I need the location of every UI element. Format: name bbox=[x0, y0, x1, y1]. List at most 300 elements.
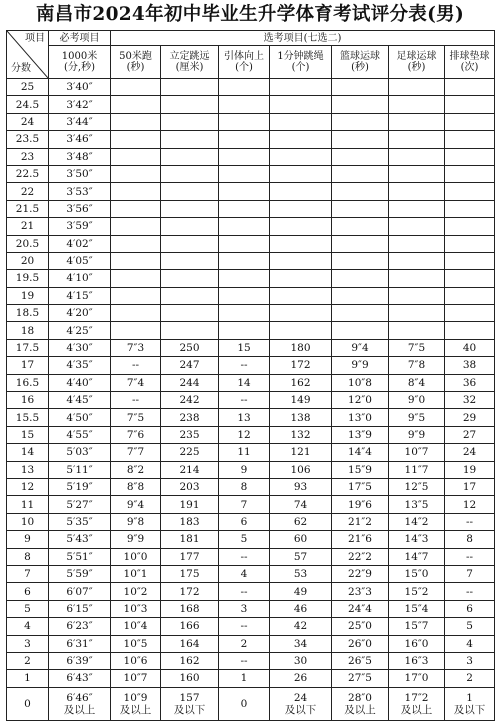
value-cell bbox=[270, 305, 332, 322]
value-cell bbox=[111, 183, 161, 200]
value-cell bbox=[332, 96, 389, 113]
value-cell: 10″6 bbox=[111, 652, 161, 669]
value-cell: 2 bbox=[219, 635, 270, 652]
value-qualifier: 及以上 bbox=[119, 703, 152, 716]
value-cell: 242 bbox=[161, 392, 219, 409]
score-cell: 1 bbox=[7, 670, 49, 687]
table-row bbox=[7, 305, 495, 322]
value-cell: 10″7 bbox=[389, 444, 445, 461]
value-cell: 8 bbox=[219, 478, 270, 495]
value-cell: 34 bbox=[270, 635, 332, 652]
value-cell: 11″7 bbox=[389, 461, 445, 478]
value-cell: -- bbox=[111, 357, 161, 374]
corner-header-top: 项目 bbox=[25, 33, 45, 44]
column-header-name: 1分钟跳绳 bbox=[277, 51, 324, 62]
value-cell bbox=[332, 252, 389, 269]
value-qualifier: 及以上 bbox=[63, 703, 96, 716]
table-row bbox=[7, 183, 495, 200]
value-cell: 24″4 bbox=[332, 600, 389, 617]
score-cell: 14 bbox=[7, 444, 49, 461]
value-cell bbox=[270, 148, 332, 165]
score-cell: 16 bbox=[7, 392, 49, 409]
value-cell: 7″4 bbox=[111, 374, 161, 391]
score-cell: 8 bbox=[7, 548, 49, 565]
column-header-unit: (秒) bbox=[126, 62, 145, 73]
value-cell: 74 bbox=[270, 496, 332, 513]
value-cell: 9″0 bbox=[389, 392, 445, 409]
value-cell: 4′05″ bbox=[49, 252, 111, 269]
value-cell: 172 bbox=[161, 583, 219, 600]
score-cell: 2 bbox=[7, 652, 49, 669]
value-cell: 3 bbox=[219, 600, 270, 617]
value-cell: 6 bbox=[219, 513, 270, 530]
value-cell: 3′56″ bbox=[49, 200, 111, 217]
column-header-name: 50米跑 bbox=[119, 51, 152, 62]
value-cell: 9 bbox=[219, 461, 270, 478]
value-qualifier: 及以下 bbox=[173, 703, 206, 716]
value-cell: 46 bbox=[270, 600, 332, 617]
column-header-name: 篮球运球 bbox=[340, 51, 380, 62]
value-cell bbox=[445, 183, 495, 200]
score-cell: 15 bbox=[7, 426, 49, 443]
corner-header-cell bbox=[7, 31, 49, 79]
value-qualifier: 及以下 bbox=[453, 703, 486, 716]
page-title: 南昌市2024年初中毕业生升学体育考试评分表(男) bbox=[36, 4, 464, 25]
value-cell: 183 bbox=[161, 513, 219, 530]
value-cell: 5 bbox=[219, 531, 270, 548]
value-cell: 9″9 bbox=[332, 357, 389, 374]
value-line: 10″9 bbox=[123, 691, 148, 704]
score-cell: 24 bbox=[7, 113, 49, 130]
value-cell bbox=[161, 287, 219, 304]
value-cell: 26″5 bbox=[332, 652, 389, 669]
value-cell: 191 bbox=[161, 496, 219, 513]
value-cell: 1 bbox=[219, 670, 270, 687]
value-cell: 6′39″ bbox=[49, 652, 111, 669]
value-cell: 3′59″ bbox=[49, 218, 111, 235]
value-cell: 106 bbox=[270, 461, 332, 478]
value-cell: -- bbox=[111, 392, 161, 409]
value-cell bbox=[161, 113, 219, 130]
value-cell bbox=[49, 687, 111, 720]
value-cell bbox=[111, 79, 161, 96]
value-cell: 172 bbox=[270, 357, 332, 374]
value-cell bbox=[445, 113, 495, 130]
score-cell: 3 bbox=[7, 635, 49, 652]
value-cell bbox=[270, 96, 332, 113]
column-header-volleyball-bump bbox=[445, 46, 495, 79]
table-row bbox=[7, 548, 495, 565]
value-cell: 4′20″ bbox=[49, 305, 111, 322]
value-cell: 15″4 bbox=[389, 600, 445, 617]
value-cell bbox=[111, 252, 161, 269]
value-cell: 7 bbox=[219, 496, 270, 513]
value-cell bbox=[445, 287, 495, 304]
value-cell: 3 bbox=[445, 652, 495, 669]
value-cell bbox=[445, 322, 495, 339]
value-cell: 162 bbox=[161, 652, 219, 669]
value-cell bbox=[161, 79, 219, 96]
column-header-unit: (秒) bbox=[407, 62, 426, 73]
value-cell: 121 bbox=[270, 444, 332, 461]
value-cell bbox=[270, 322, 332, 339]
table-row bbox=[7, 96, 495, 113]
value-cell bbox=[111, 322, 161, 339]
value-cell bbox=[332, 165, 389, 182]
value-cell: 6′15″ bbox=[49, 600, 111, 617]
value-cell: 14 bbox=[219, 374, 270, 391]
value-cell: 9″9 bbox=[389, 426, 445, 443]
table-row bbox=[7, 392, 495, 409]
value-cell bbox=[161, 235, 219, 252]
value-cell: 8″4 bbox=[389, 374, 445, 391]
value-cell bbox=[111, 148, 161, 165]
value-cell bbox=[389, 79, 445, 96]
score-cell: 13 bbox=[7, 461, 49, 478]
value-cell bbox=[389, 252, 445, 269]
value-cell: 6 bbox=[445, 600, 495, 617]
score-cell: 17.5 bbox=[7, 339, 49, 356]
value-cell: 5′03″ bbox=[49, 444, 111, 461]
score-cell: 22 bbox=[7, 183, 49, 200]
value-cell: 16″3 bbox=[389, 652, 445, 669]
value-cell: 15″0 bbox=[389, 565, 445, 582]
table-row bbox=[7, 409, 495, 426]
table-row bbox=[7, 635, 495, 652]
score-cell: 20 bbox=[7, 252, 49, 269]
value-cell bbox=[161, 200, 219, 217]
value-cell: 5′19″ bbox=[49, 478, 111, 495]
value-cell: 3′40″ bbox=[49, 79, 111, 96]
value-cell bbox=[161, 252, 219, 269]
value-cell bbox=[389, 183, 445, 200]
table-row bbox=[7, 287, 495, 304]
value-cell bbox=[332, 183, 389, 200]
score-cell: 0 bbox=[7, 687, 49, 720]
value-cell: 235 bbox=[161, 426, 219, 443]
value-cell: 13″0 bbox=[332, 409, 389, 426]
value-cell: 8 bbox=[445, 531, 495, 548]
value-cell: -- bbox=[445, 513, 495, 530]
value-cell bbox=[332, 270, 389, 287]
value-cell: 30 bbox=[270, 652, 332, 669]
value-cell bbox=[219, 270, 270, 287]
value-cell: 132 bbox=[270, 426, 332, 443]
score-cell: 20.5 bbox=[7, 235, 49, 252]
value-cell bbox=[219, 218, 270, 235]
column-header-unit: (秒) bbox=[351, 62, 369, 73]
column-header-unit: (个) bbox=[291, 62, 310, 73]
value-cell bbox=[445, 687, 495, 720]
score-cell: 12 bbox=[7, 478, 49, 495]
value-cell: 10″2 bbox=[111, 583, 161, 600]
table-row bbox=[7, 252, 495, 269]
value-cell bbox=[445, 131, 495, 148]
value-cell bbox=[270, 270, 332, 287]
table-row bbox=[7, 652, 495, 669]
value-cell bbox=[270, 687, 332, 720]
value-cell: 138 bbox=[270, 409, 332, 426]
value-cell bbox=[445, 96, 495, 113]
table-row bbox=[7, 461, 495, 478]
value-cell bbox=[161, 218, 219, 235]
value-cell bbox=[389, 200, 445, 217]
value-cell: 180 bbox=[270, 339, 332, 356]
value-cell bbox=[219, 252, 270, 269]
value-cell bbox=[161, 165, 219, 182]
value-cell bbox=[332, 148, 389, 165]
table-row bbox=[7, 113, 495, 130]
value-cell bbox=[270, 79, 332, 96]
value-cell: 32 bbox=[445, 392, 495, 409]
table-row bbox=[7, 565, 495, 582]
value-cell: 9″9 bbox=[111, 531, 161, 548]
value-cell: 149 bbox=[270, 392, 332, 409]
value-cell: 7″5 bbox=[389, 339, 445, 356]
elective-group-header: 选考项目(七选二) bbox=[111, 31, 495, 46]
column-header-unit: (分,秒) bbox=[64, 62, 95, 73]
value-cell bbox=[111, 270, 161, 287]
value-cell: -- bbox=[219, 357, 270, 374]
value-cell: 5′43″ bbox=[49, 531, 111, 548]
value-cell: 4′55″ bbox=[49, 426, 111, 443]
value-cell: 19 bbox=[445, 461, 495, 478]
value-cell bbox=[219, 79, 270, 96]
value-cell: 21″6 bbox=[332, 531, 389, 548]
value-cell: 5 bbox=[445, 618, 495, 635]
value-cell bbox=[111, 113, 161, 130]
value-cell bbox=[111, 96, 161, 113]
value-cell bbox=[270, 252, 332, 269]
value-cell bbox=[332, 200, 389, 217]
score-cell: 9 bbox=[7, 531, 49, 548]
value-cell: 25″0 bbox=[332, 618, 389, 635]
table-row bbox=[7, 444, 495, 461]
value-cell bbox=[389, 287, 445, 304]
value-cell: 22″9 bbox=[332, 565, 389, 582]
value-cell: 4′10″ bbox=[49, 270, 111, 287]
value-cell: 24 bbox=[445, 444, 495, 461]
value-cell: -- bbox=[219, 618, 270, 635]
value-cell bbox=[445, 252, 495, 269]
score-cell: 10 bbox=[7, 513, 49, 530]
value-cell bbox=[219, 148, 270, 165]
value-cell: 60 bbox=[270, 531, 332, 548]
value-cell: 214 bbox=[161, 461, 219, 478]
value-cell: 17″0 bbox=[389, 670, 445, 687]
value-qualifier: 及以上 bbox=[344, 703, 376, 716]
value-cell: 12″0 bbox=[332, 392, 389, 409]
value-cell bbox=[445, 305, 495, 322]
value-cell: 6′23″ bbox=[49, 618, 111, 635]
value-cell bbox=[219, 96, 270, 113]
value-cell: 7″5 bbox=[111, 409, 161, 426]
column-header-unit: (厘米) bbox=[175, 62, 204, 73]
value-cell: 203 bbox=[161, 478, 219, 495]
column-header-name: 引体向上 bbox=[224, 51, 264, 62]
value-cell: 14″4 bbox=[332, 444, 389, 461]
table-row-last bbox=[7, 687, 495, 720]
score-cell: 19.5 bbox=[7, 270, 49, 287]
value-cell: 15″7 bbox=[389, 618, 445, 635]
value-cell: 4′35″ bbox=[49, 357, 111, 374]
value-cell: 10″8 bbox=[332, 374, 389, 391]
value-cell: 8″2 bbox=[111, 461, 161, 478]
value-cell: 225 bbox=[161, 444, 219, 461]
value-cell bbox=[389, 218, 445, 235]
value-cell bbox=[389, 113, 445, 130]
table-row bbox=[7, 270, 495, 287]
value-line: 0 bbox=[240, 697, 248, 710]
column-header-name: 1000米 bbox=[61, 51, 98, 62]
value-cell: -- bbox=[219, 652, 270, 669]
value-cell bbox=[389, 96, 445, 113]
value-cell: 36 bbox=[445, 374, 495, 391]
value-cell: 3′42″ bbox=[49, 96, 111, 113]
column-header-rope-skipping bbox=[270, 46, 332, 79]
score-cell: 18 bbox=[7, 322, 49, 339]
value-line: 17″2 bbox=[404, 691, 429, 704]
table-row bbox=[7, 426, 495, 443]
score-cell: 16.5 bbox=[7, 374, 49, 391]
value-cell: -- bbox=[219, 392, 270, 409]
score-cell: 5 bbox=[7, 600, 49, 617]
value-cell: 3′53″ bbox=[49, 183, 111, 200]
value-cell bbox=[161, 183, 219, 200]
value-cell bbox=[332, 322, 389, 339]
score-cell: 19 bbox=[7, 287, 49, 304]
score-cell: 15.5 bbox=[7, 409, 49, 426]
value-cell: 4′40″ bbox=[49, 374, 111, 391]
score-cell: 6 bbox=[7, 583, 49, 600]
value-cell bbox=[389, 131, 445, 148]
table-row bbox=[7, 600, 495, 617]
value-cell: 9″4 bbox=[332, 339, 389, 356]
value-cell bbox=[161, 96, 219, 113]
value-cell bbox=[161, 687, 219, 720]
table-row bbox=[7, 339, 495, 356]
value-cell: 181 bbox=[161, 531, 219, 548]
value-cell: 11 bbox=[219, 444, 270, 461]
value-cell bbox=[219, 687, 270, 720]
value-cell bbox=[332, 79, 389, 96]
value-cell: 4′15″ bbox=[49, 287, 111, 304]
score-cell: 7 bbox=[7, 565, 49, 582]
value-cell: 7″3 bbox=[111, 339, 161, 356]
value-cell: 6′31″ bbox=[49, 635, 111, 652]
table-row bbox=[7, 374, 495, 391]
value-cell: 12″5 bbox=[389, 478, 445, 495]
value-cell bbox=[332, 113, 389, 130]
value-line: 6′46″ bbox=[66, 691, 93, 704]
value-cell: 244 bbox=[161, 374, 219, 391]
column-header-name: 足球运球 bbox=[396, 51, 437, 62]
value-cell bbox=[270, 165, 332, 182]
value-cell: 5′59″ bbox=[49, 565, 111, 582]
value-cell bbox=[389, 305, 445, 322]
value-cell: 238 bbox=[161, 409, 219, 426]
column-header-row bbox=[7, 46, 495, 79]
value-cell bbox=[111, 287, 161, 304]
value-cell: 26 bbox=[270, 670, 332, 687]
value-cell bbox=[111, 235, 161, 252]
table-row bbox=[7, 531, 495, 548]
value-cell: 23″3 bbox=[332, 583, 389, 600]
value-cell: 166 bbox=[161, 618, 219, 635]
value-cell: 40 bbox=[445, 339, 495, 356]
value-cell: 22″2 bbox=[332, 548, 389, 565]
value-cell: 6′43″ bbox=[49, 670, 111, 687]
column-header-name: 立定跳远 bbox=[169, 51, 210, 62]
value-cell: 10″7 bbox=[111, 670, 161, 687]
score-table bbox=[6, 30, 495, 721]
value-cell bbox=[445, 200, 495, 217]
value-cell: 57 bbox=[270, 548, 332, 565]
value-cell bbox=[219, 200, 270, 217]
value-cell: 7″8 bbox=[389, 357, 445, 374]
value-cell: 21″2 bbox=[332, 513, 389, 530]
value-cell: 10″0 bbox=[111, 548, 161, 565]
value-cell bbox=[270, 200, 332, 217]
value-cell: 177 bbox=[161, 548, 219, 565]
value-cell: 10″1 bbox=[111, 565, 161, 582]
value-cell bbox=[219, 183, 270, 200]
value-cell: 250 bbox=[161, 339, 219, 356]
column-header-50m-run bbox=[111, 46, 161, 79]
value-cell: 14″2 bbox=[389, 513, 445, 530]
value-cell: 17″5 bbox=[332, 478, 389, 495]
value-line: 28″0 bbox=[348, 691, 372, 704]
value-cell: 26″0 bbox=[332, 635, 389, 652]
value-cell: 38 bbox=[445, 357, 495, 374]
value-cell: 4′45″ bbox=[49, 392, 111, 409]
value-cell: 5′35″ bbox=[49, 513, 111, 530]
value-cell bbox=[219, 165, 270, 182]
column-header-standing-long-jump bbox=[161, 46, 219, 79]
table-row bbox=[7, 670, 495, 687]
value-cell: 15″9 bbox=[332, 461, 389, 478]
value-cell: 4′02″ bbox=[49, 235, 111, 252]
value-cell: 9″8 bbox=[111, 513, 161, 530]
value-cell: 93 bbox=[270, 478, 332, 495]
value-cell bbox=[219, 322, 270, 339]
table-row bbox=[7, 618, 495, 635]
value-cell bbox=[270, 113, 332, 130]
table-row bbox=[7, 322, 495, 339]
score-cell: 21 bbox=[7, 218, 49, 235]
value-cell: 3′48″ bbox=[49, 148, 111, 165]
value-cell bbox=[270, 183, 332, 200]
value-cell bbox=[111, 218, 161, 235]
value-cell: 13 bbox=[219, 409, 270, 426]
value-cell: 10″4 bbox=[111, 618, 161, 635]
table-row bbox=[7, 131, 495, 148]
score-cell: 11 bbox=[7, 496, 49, 513]
score-cell: 24.5 bbox=[7, 96, 49, 113]
table-row bbox=[7, 583, 495, 600]
value-cell bbox=[111, 131, 161, 148]
value-cell bbox=[219, 131, 270, 148]
value-cell: 14″7 bbox=[389, 548, 445, 565]
column-header-name: 排球垫球 bbox=[449, 51, 490, 62]
column-header-unit: (次) bbox=[460, 62, 479, 73]
score-cell: 22.5 bbox=[7, 165, 49, 182]
value-cell bbox=[332, 305, 389, 322]
value-cell: 5′51″ bbox=[49, 548, 111, 565]
column-header-basketball-dribble bbox=[332, 46, 389, 79]
value-cell bbox=[111, 305, 161, 322]
column-header-1000m bbox=[49, 46, 111, 79]
